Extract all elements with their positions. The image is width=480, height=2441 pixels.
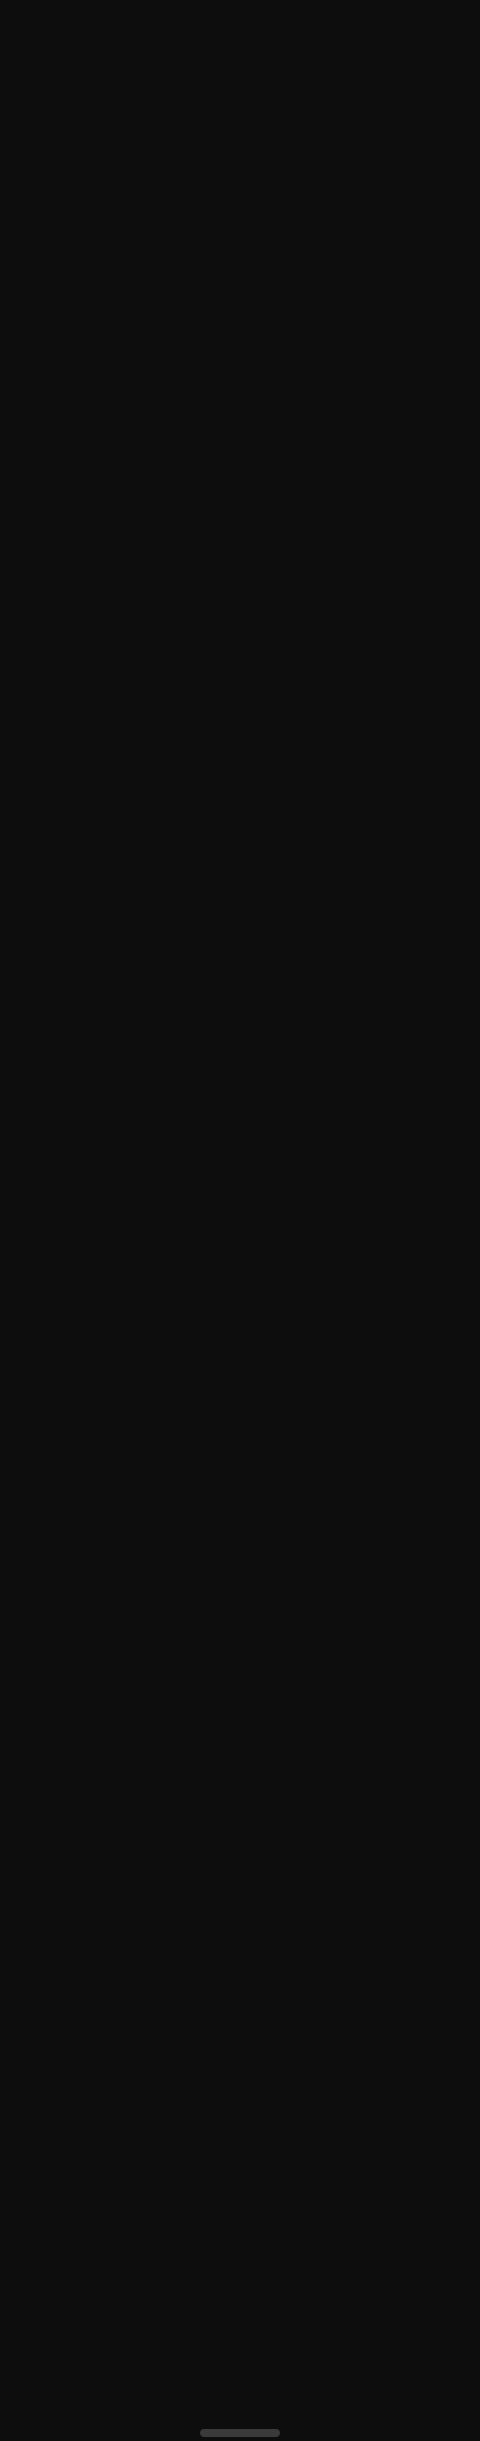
top-chart bbox=[0, 0, 480, 598]
footer bbox=[0, 2425, 480, 2441]
scroll-indicator bbox=[200, 2429, 280, 2437]
